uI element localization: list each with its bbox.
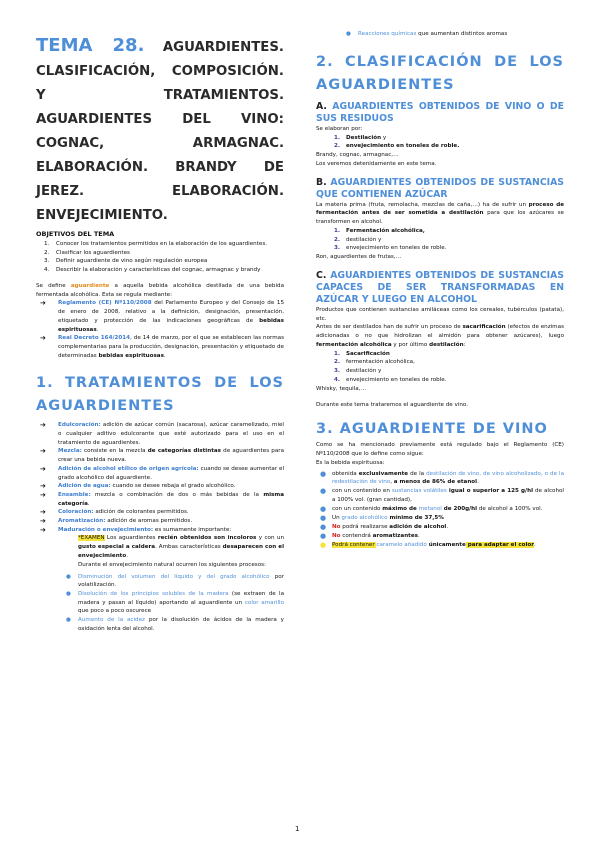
- bullet-icon: ●: [320, 487, 327, 496]
- list-item: 1. Conocer los tratamientos permitidos en la elaboración de los aguardientes.: [44, 241, 268, 247]
- paragraph: Whisky, tequila,…: [316, 385, 367, 392]
- list-item: ➔ Reglamento (CE) Nº110/2008 del Parlamento Europeo y del Consejo de 15 de enero de 2008, relativo a la definición, designación, presentación, etiquetado y protección de las indicaciones geográficas de bebidas espirituosas.: [40, 299, 285, 333]
- bullet-icon: ●: [66, 591, 71, 598]
- numbered-list: [316, 227, 564, 253]
- list-item: ● Disminución del volumen del líquido y del grado alcohólico por volatilización.: [66, 573, 284, 589]
- list-item: 1. Fermentación alcohólica,: [334, 227, 425, 234]
- numbered-list: [316, 350, 564, 385]
- bullet-icon: ●: [320, 523, 327, 532]
- arrow-icon: ➔: [40, 299, 46, 308]
- bullet-icon: ●: [66, 573, 71, 580]
- intro-paragraph: Se define aguardiente a aquella bebida alcohólica destilada de una bebida fermentada alcohólica. Esta se regula mediante:: [36, 282, 284, 298]
- arrow-icon: ➔: [40, 517, 46, 526]
- arrow-icon: ➔: [40, 482, 46, 491]
- arrow-icon: ➔: [40, 525, 46, 534]
- definition-list: [316, 470, 564, 550]
- list-item: 2. destilación y: [334, 236, 382, 243]
- arrow-icon: ➔: [40, 421, 46, 430]
- list-item: ● con un contenido en sustancias volátiles igual o superior a 125 g/hl de alcohol a 100% vol. (gran cantidad),: [320, 487, 564, 504]
- bullet-icon: ●: [320, 540, 327, 549]
- list-item: 3. envejecimiento en toneles de roble.: [334, 245, 447, 252]
- list-item: ➔ Mezcla: consiste en la mezcla de categorías distintas de aguardientes para crear una bebida nueva.: [40, 447, 284, 464]
- numbered-list: [316, 134, 564, 151]
- list-item: ➔ Adición de agua: cuando se desee rebaja el grado alcohólico.: [40, 482, 236, 491]
- paragraph: Ron, aguardientes de frutas,…: [316, 254, 402, 260]
- list-item: ● Aumento de la acidez por la disolución de ácidos de la madera y oxidación lenta del alcohol.: [66, 617, 284, 632]
- processes-list-continued: [316, 30, 564, 39]
- bullet-icon: ●: [320, 514, 327, 523]
- bullet-icon: ●: [320, 469, 327, 478]
- list-item: ● Podrá contener caramelo añadido únicamente para adaptar el color.: [320, 540, 536, 549]
- section-3-heading: 3. AGUARDIENTE DE VINO: [316, 421, 548, 438]
- list-item: ➔ Ensamble: mezcla o combinación de dos o más bebidas de la misma categoría.: [40, 490, 284, 507]
- processes-intro: Durante el envejecimiento natural ocurren los siguientes procesos:: [78, 561, 266, 568]
- title-number: TEMA 28.: [36, 35, 145, 56]
- list-item: 3. Definir aguardiente de vino según regulación europea: [44, 258, 208, 265]
- list-item: ➔ Coloración: adición de colorantes permitidos.: [40, 508, 189, 517]
- left-column: [36, 34, 284, 634]
- paragraph: Los veremos detenidamente en este tema.: [316, 160, 437, 167]
- list-item: 1. Sacarificación: [334, 350, 390, 357]
- list-item: ● Un grado alcohólico mínimo de 37,5%: [320, 514, 444, 523]
- bullet-icon: ●: [346, 31, 351, 37]
- arrow-icon: ➔: [40, 447, 46, 456]
- list-item: 1. Destilación y: [334, 134, 387, 141]
- bullet-icon: ●: [320, 505, 327, 514]
- subsection-c-heading: C. AGUARDIENTES OBTENIDOS DE SUSTANCIAS CAPACES DE SER TRANSFORMADAS EN AZÚCAR Y LUEGO EN ALCOHOL: [316, 269, 564, 305]
- objectives-heading: OBJETIVOS DEL TEMA: [36, 230, 115, 238]
- treatments-list: [36, 421, 284, 534]
- paragraph: La materia prima (fruta, remolacha, mezclas de caña,…) ha de sufrir un proceso de fermentación antes de ser sometida a destilación para que los azúcares se transformen en alcohol.: [316, 201, 564, 226]
- arrow-icon: ➔: [40, 508, 46, 517]
- list-item: ● Disolución de los principios solubles de la madera (se extraen de la madera y pasan al líquido) aportando al aguardiente un color amarillo que poco a poco oscurece: [66, 591, 284, 615]
- list-item: 3. destilación y: [334, 368, 382, 375]
- page-number: 1: [295, 825, 300, 833]
- objectives-list: [36, 240, 284, 275]
- paragraph: Como se ha mencionado previamente está regulado bajo el Reglamento (CE) Nº110/2008 que lo define como sigue:: [316, 442, 564, 457]
- paragraph: Productos que contienen sustancias amiláceas como los cereales, tubérculos (patata), etc.: [316, 306, 564, 322]
- regulations-list: [36, 299, 284, 360]
- paragraph: Es la bebida espirituosa:: [316, 459, 385, 466]
- arrow-icon: ➔: [40, 464, 46, 473]
- exam-note: *EXAMEN Los aguardientes recién obtenidos son incoloros y con un gusto especial a caldera. Ambas características desaparecen con el envejecimiento.: [78, 535, 284, 560]
- list-item: ➔ Edulcoración: adición de azúcar común (sacarosa), azúcar caramelizado, miel o cualquier aditivo edulcorante que esté autorizado para el uso en el tratamiento de aguardientes.: [40, 421, 284, 446]
- paragraph: Durante este tema trataremos el aguardiente de vino.: [316, 402, 469, 409]
- subsection-b-heading: B. AGUARDIENTES OBTENIDOS DE SUSTANCIAS QUE CONTIENEN AZÚCAR: [316, 176, 564, 200]
- list-item: ➔ Aromatización: adición de aromas permitidos.: [40, 517, 193, 526]
- list-item: 2. Clasificar los aguardientes: [44, 249, 130, 256]
- list-item: ● obtenida exclusivamente de la destilación de vino, de vino alcoholizado, o de la redestilación de vino, a menos de 86% de etanol.: [320, 469, 565, 486]
- bullet-icon: ●: [320, 531, 327, 540]
- list-item: ● No podrá realizarse adición de alcohol.: [320, 523, 449, 532]
- arrow-icon: ➔: [40, 490, 46, 499]
- list-item: 2. envejecimiento en toneles de roble.: [334, 143, 460, 150]
- subsection-a-heading: A. AGUARDIENTES OBTENIDOS DE VINO O DE SUS RESIDUOS: [316, 100, 564, 124]
- list-item: ● No contendrá aromatizantes.: [320, 531, 420, 540]
- list-item: 4. Describir la elaboración y características del cognac, armagnac y brandy: [44, 267, 261, 274]
- document-title: [36, 34, 284, 228]
- list-item: 4. envejecimiento en toneles de roble.: [334, 376, 447, 383]
- paragraph: Antes de ser destilados han de sufrir un proceso de sacarificación (efectos de enzimas adicionadas o no que hidrolizan el almidón para obtener azúcares), luego fermentación alcohólica y por último destilación:: [316, 324, 564, 348]
- bullet-icon: ●: [66, 617, 71, 624]
- list-item: ➔ Maduración o envejecimiento: es sumamente importante:: [40, 525, 232, 534]
- section-1-heading: 1. TRATAMIENTOS DE LOS AGUARDIENTES: [36, 375, 284, 415]
- section-2-heading: 2. CLASIFICACIÓN DE LOS AGUARDIENTES: [316, 53, 564, 93]
- paragraph: Brandy, cognac, armagnac,…: [316, 151, 399, 158]
- list-item: 2. fermentación alcohólica,: [334, 359, 415, 366]
- processes-list: [36, 573, 284, 634]
- list-item: ● con un contenido máximo de metanol de 200g/hl de alcohol a 100% vol.: [320, 505, 543, 514]
- list-item: ● Reacciones químicas que aumentan distintos aromas: [346, 31, 508, 37]
- arrow-icon: ➔: [40, 334, 46, 343]
- right-column: [316, 30, 564, 550]
- title-text: AGUARDIENTES. CLASIFICACIÓN, COMPOSICIÓN. Y TRATAMIENTOS. AGUARDIENTES DEL VINO: COGNAC, ARMAGNAC. ELABORACIÓN. BRANDY DE JEREZ. ELABORACIÓN. ENVEJECIMIENTO.: [36, 40, 284, 223]
- list-item: ➔ Adición de alcohol etílico de origen agrícola: cuando se desee aumentar el grado alcohólico del aguardiente.: [40, 464, 284, 481]
- paragraph: Se elaboran por:: [316, 125, 363, 132]
- list-item: ➔ Real Decreto 164/2014, de 14 de marzo, por el que se establecen las normas complementarias para la producción, designación, presentación y etiquetado de determinadas bebidas espirituosas.: [40, 334, 284, 359]
